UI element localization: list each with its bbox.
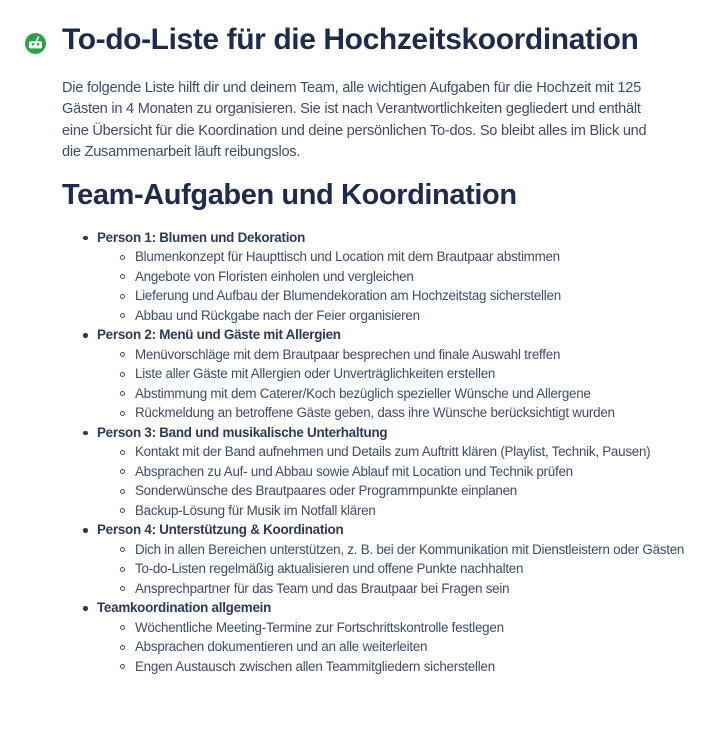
task-group-label: Teamkoordination allgemein (62, 598, 692, 618)
task-item: Absprachen zu Auf- und Abbau sowie Ablauf mit Location und Technik prüfen (62, 462, 692, 482)
task-groups-list (62, 228, 710, 677)
task-item: To-do-Listen regelmäßig aktualisieren und offene Punkte nachhalten (62, 559, 692, 579)
task-group-label: Person 4: Unterstützung & Koordination (62, 520, 692, 540)
task-item: Engen Austausch zwischen allen Teammitgliedern sicherstellen (62, 657, 692, 677)
task-item: Kontakt mit der Band aufnehmen und Details zum Auftritt klären (Playlist, Technik, Pausen) (62, 442, 692, 462)
task-group (62, 520, 692, 598)
task-items-list (62, 247, 692, 325)
task-item: Sonderwünsche des Brautpaares oder Programmpunkte einplanen (62, 481, 692, 501)
task-items-list (62, 540, 692, 599)
task-group (62, 423, 692, 521)
task-group (62, 228, 692, 326)
section-heading: Team-Aufgaben und Koordination (62, 178, 517, 211)
task-group-label: Person 3: Band und musikalische Unterhaltung (62, 423, 692, 443)
task-item: Wöchentliche Meeting-Termine zur Fortschrittskontrolle festlegen (62, 618, 692, 638)
task-item: Backup-Lösung für Musik im Notfall klären (62, 501, 692, 521)
task-group (62, 598, 692, 676)
task-item: Angebote von Floristen einholen und vergleichen (62, 267, 692, 287)
task-item: Rückmeldung an betroffene Gäste geben, dass ihre Wünsche berücksichtigt wurden (62, 403, 692, 423)
task-item: Lieferung und Aufbau der Blumendekoration am Hochzeitstag sicherstellen (62, 286, 692, 306)
task-items-list (62, 442, 692, 520)
task-item: Dich in allen Bereichen unterstützen, z. B. bei der Kommunikation mit Dienstleistern oder Gästen (62, 540, 692, 560)
bot-icon (25, 33, 46, 54)
task-item: Abbau und Rückgabe nach der Feier organisieren (62, 306, 692, 326)
task-group-label: Person 2: Menü und Gäste mit Allergien (62, 325, 692, 345)
task-group (62, 325, 692, 423)
task-item: Liste aller Gäste mit Allergien oder Unverträglichkeiten erstellen (62, 364, 692, 384)
task-item: Ansprechpartner für das Team und das Brautpaar bei Fragen sein (62, 579, 692, 599)
intro-paragraph: Die folgende Liste hilft dir und deinem Team, alle wichtigen Aufgaben für die Hochzeit mit 125 Gästen in 4 Monaten zu organisieren. Sie ist nach Verantwortlichkeiten gegliedert und enthält eine Übersicht für die Koordination und deine persönlichen To-dos. So bleibt alles im Blick und die Zusammenarbeit läuft reibungslos. (62, 80, 647, 161)
task-item: Abstimmung mit dem Caterer/Koch bezüglich spezieller Wünsche und Allergene (62, 384, 692, 404)
task-item: Blumenkonzept für Haupttisch und Location mit dem Brautpaar abstimmen (62, 247, 692, 267)
task-items-list (62, 618, 692, 677)
task-item: Absprachen dokumentieren und an alle weiterleiten (62, 637, 692, 657)
page-title: To-do-Liste für die Hochzeitskoordination (62, 23, 639, 56)
task-group-label: Person 1: Blumen und Dekoration (62, 228, 692, 248)
document-page (0, 22, 710, 756)
task-item: Menüvorschläge mit dem Brautpaar besprechen und finale Auswahl treffen (62, 345, 692, 365)
task-items-list (62, 345, 692, 423)
